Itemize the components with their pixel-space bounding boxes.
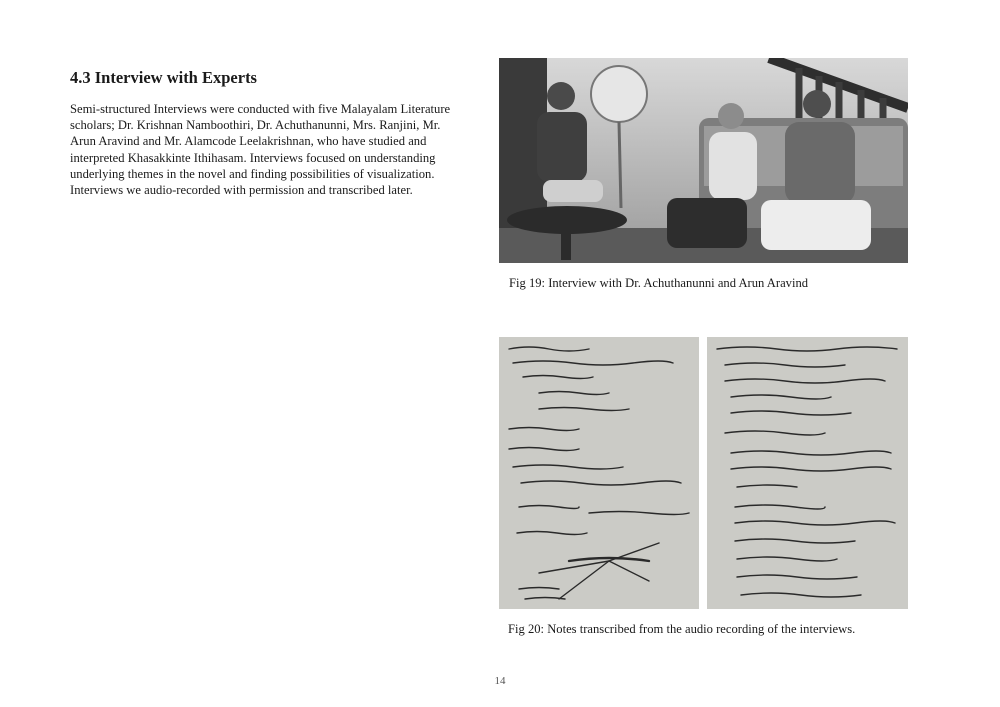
handwritten-notes-page-right <box>707 337 908 609</box>
figure-caption-20: Fig 20: Notes transcribed from the audio recording of the interviews. <box>508 622 856 636</box>
notes-right-graphic <box>707 337 908 609</box>
interview-photo <box>499 58 908 263</box>
figure-caption-19: Fig 19: Interview with Dr. Achuthanunni and Arun Aravind <box>509 276 809 290</box>
notes-left-graphic <box>499 337 699 609</box>
section-paragraph: Semi-structured Interviews were conducted with five Malayalam Literature scholars; Dr. Krishnan Namboothiri, Dr. Achuthanunni, Mrs. Ranjini, Mr. Arun Aravind and Mr. Alamcode Leelakrishnan, who have studied and interpreted Khasakkinte Ithihasam. Interviews focused on understanding underlying themes in the novel and finding possibilities of visualization. Interviews we audio-recorded with permission and transcribed later. <box>70 102 451 198</box>
handwritten-notes-page-left <box>499 337 699 609</box>
interview-photo-graphic <box>499 58 908 263</box>
notes-separator <box>699 337 707 609</box>
page-number: 14 <box>494 675 506 687</box>
section-heading: 4.3 Interview with Experts <box>70 68 257 87</box>
